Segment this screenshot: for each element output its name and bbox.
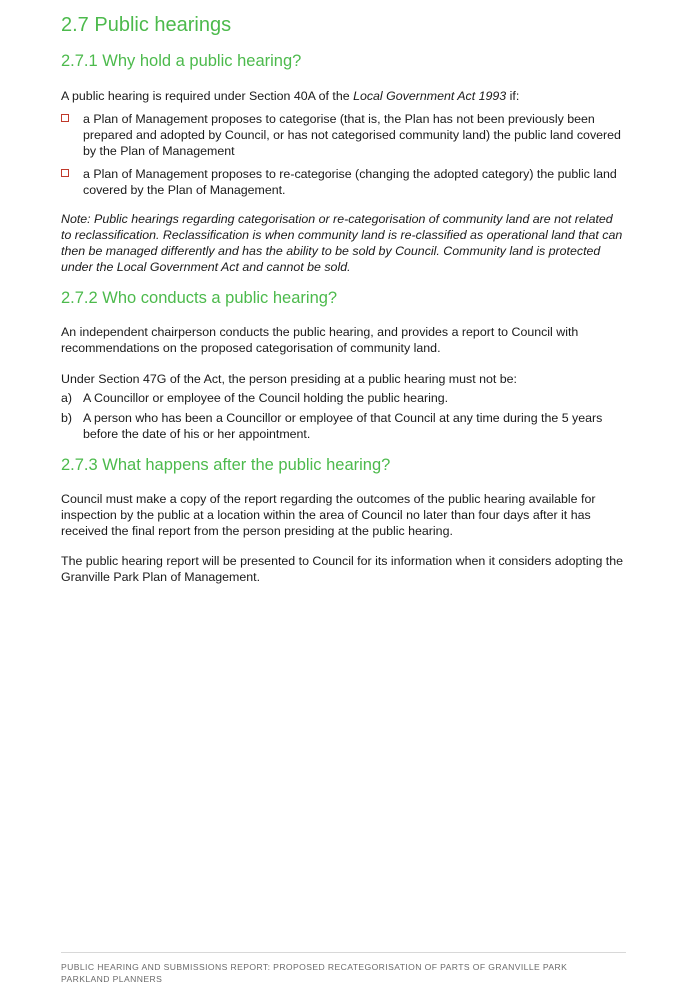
section-title: 2.7 Public hearings xyxy=(61,14,232,36)
list-item xyxy=(61,410,626,442)
subsection-heading-272: 2.7.2 Who conducts a public hearing? xyxy=(61,289,338,307)
list-marker: b) xyxy=(61,411,73,425)
list-item xyxy=(61,166,626,198)
intro-text-before: A public hearing is required under Section 40A of the xyxy=(61,89,354,103)
note-text: Note: Public hearings regarding categorisation or re-categorisation of community land are not related to reclassification. Reclassification is when community land is re-classified as operational land that can then be managed differently and has the ability to be sold by Council. Community land is protected under the Local Government Act and cannot be sold. xyxy=(61,212,623,274)
square-bullet-icon xyxy=(61,169,69,177)
page-footer xyxy=(61,961,631,985)
list-item xyxy=(61,111,626,159)
paragraph-text: The public hearing report will be presented to Council for its information when it considers adopting the Granville Park Plan of Management. xyxy=(61,554,624,584)
square-bullet-icon xyxy=(61,114,69,122)
intro-text xyxy=(61,88,626,104)
intro-text-after: if: xyxy=(506,89,520,103)
footer-divider xyxy=(61,952,626,953)
paragraph-text: An independent chairperson conducts the public hearing, and provides a report to Council with recommendations on the proposed categorisation of community land. xyxy=(61,325,579,355)
note-paragraph xyxy=(61,211,626,275)
subsection-271 xyxy=(61,52,626,71)
intro-paragraph xyxy=(61,88,626,104)
paragraph xyxy=(61,324,626,356)
bullet-list xyxy=(61,111,626,198)
list-item-text: A person who has been a Councillor or employee of that Council at any time during the 5 years before the date of his or her appointment. xyxy=(83,411,603,441)
subsection-272 xyxy=(61,289,626,308)
subsection-heading-273: 2.7.3 What happens after the public hearing? xyxy=(61,456,391,474)
alpha-list xyxy=(61,390,626,442)
list-item-text: a Plan of Management proposes to re-categorise (changing the adopted category) the public land covered by the Plan of Management. xyxy=(83,167,617,197)
paragraph xyxy=(61,491,626,539)
list-marker: a) xyxy=(61,391,73,405)
list-item-text: A Councillor or employee of the Council holding the public hearing. xyxy=(83,391,449,405)
subsection-273 xyxy=(61,456,626,475)
paragraph xyxy=(61,553,626,585)
list-item xyxy=(61,390,626,406)
paragraph-text: Under Section 47G of the Act, the person presiding at a public hearing must not be: xyxy=(61,372,517,386)
paragraph xyxy=(61,371,626,387)
act-name-italic: Local Government Act 1993 xyxy=(353,89,507,103)
subsection-heading-271: 2.7.1 Why hold a public hearing? xyxy=(61,52,302,70)
paragraph-text: Council must make a copy of the report regarding the outcomes of the public hearing available for inspection by the public at a location within the area of Council no later than four days after it has received the final report from the person presiding at the public hearing. xyxy=(61,492,596,538)
footer-report-title: PUBLIC HEARING AND SUBMISSIONS REPORT: PROPOSED RECATEGORISATION OF PARTS OF GRANVILLE PARK xyxy=(61,962,568,972)
footer-author: PARKLAND PLANNERS xyxy=(61,974,163,984)
list-item-text: a Plan of Management proposes to categorise (that is, the Plan has not been previously been prepared and adopted by Council, or has not categorised community land) the public land covered by the Plan of Management xyxy=(83,112,621,158)
